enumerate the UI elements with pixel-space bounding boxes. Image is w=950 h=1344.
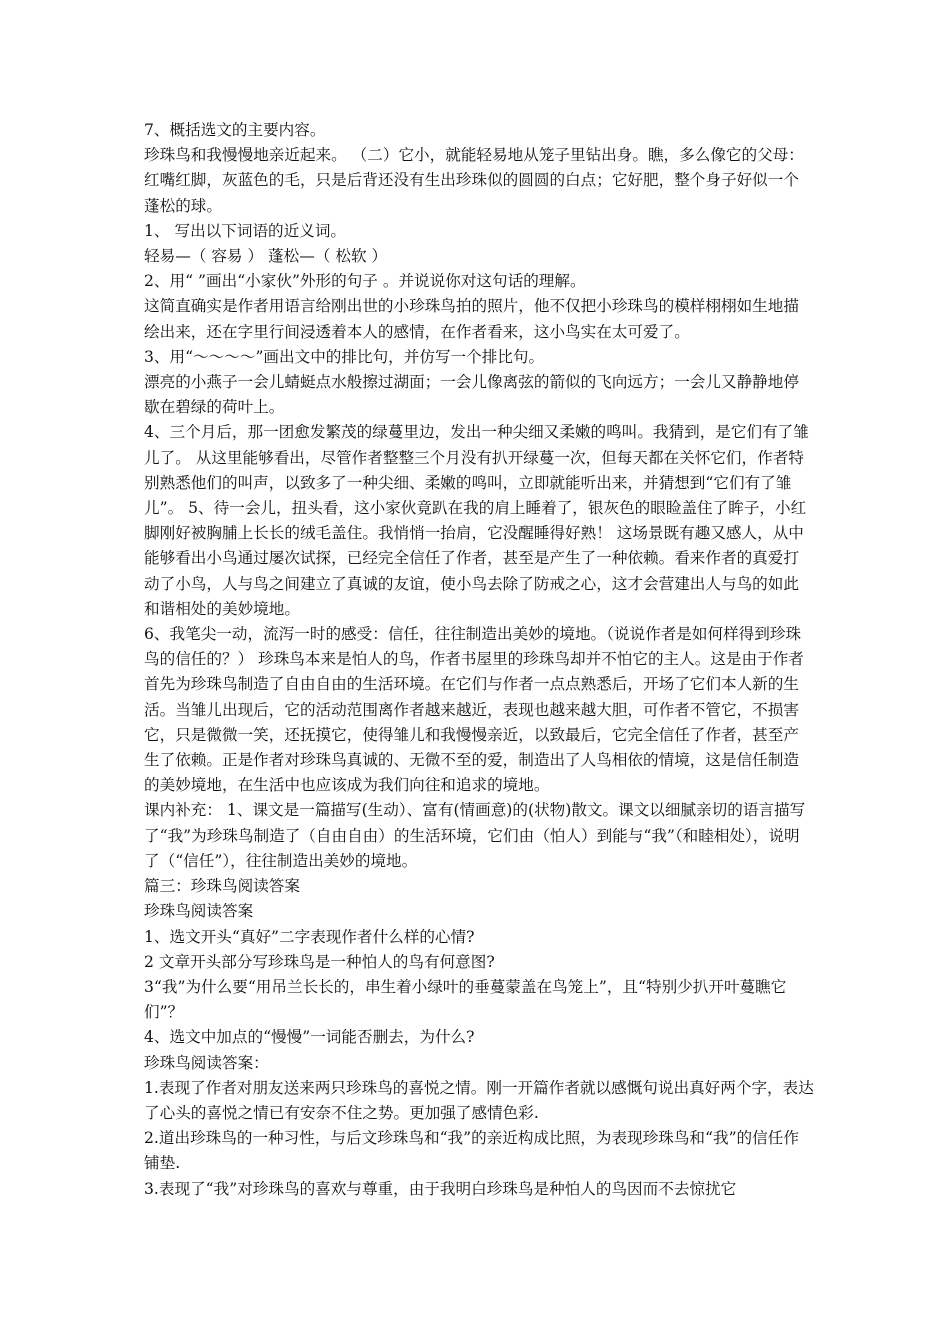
- paragraph: 6、我笔尖一动，流泻一时的感受：信任，往往制造出美妙的境地。（说说作者是如何样得到珍珠鸟的信任的？） 珍珠鸟本来是怕人的鸟，作者书屋里的珍珠鸟却并不怕它的主人。这是由于作者首先为珍珠鸟制造了自由自由的生活环境。在它们与作者一点点熟悉后，开场了它们本人新的生活。当雏儿出现后，它的活动范围离作者越来越近，表现也越来越大胆，可作者不管它，不损害它，只是微微一笑，还抚摸它，使得雏儿和我慢慢亲近，以致最后，它完全信任了作者，甚至产生了依赖。正是作者对珍珠鸟真诚的、无微不至的爱，制造出了人鸟相依的情境，这是信任制造的美妙境地，在生活中也应该成为我们向往和追求的境地。: [144, 625, 804, 795]
- paragraph: 珍珠鸟阅读答案: [144, 902, 254, 921]
- paragraph: 3.表现了“我”对珍珠鸟的喜欢与尊重，由于我明白珍珠鸟是种怕人的鸟因而不去惊扰它: [144, 1179, 737, 1198]
- paragraph: 1.表现了作者对朋友送来两只珍珠鸟的喜悦之情。刚一开篇作者就以感慨句说出真好两个字，表达了心头的喜悦之情已有安奈不住之势。更加强了感情色彩.: [144, 1078, 814, 1122]
- paragraph: 7、概括选文的主要内容。: [144, 121, 326, 139]
- section-heading: 篇三：珍珠鸟阅读答案: [144, 877, 300, 896]
- document-page: [144, 118, 814, 1202]
- paragraph: 这简直确实是作者用语言给刚出世的小珍珠鸟拍的照片，他不仅把小珍珠鸟的模样栩栩如生地描绘出来，还在字里行间浸透着本人的感情，在作者看来，这小鸟实在太可爱了。: [144, 297, 799, 341]
- paragraph: 1、选文开头“真好”二字表现作者什么样的心情?: [144, 927, 475, 946]
- paragraph: 4、选文中加点的“慢慢”一词能否删去，为什么?: [144, 1028, 475, 1047]
- paragraph: 轻易—（ 容易 ） 蓬松—（ 松软 ）: [144, 247, 388, 266]
- paragraph: 珍珠鸟阅读答案：: [144, 1053, 269, 1072]
- paragraph: 1、 写出以下词语的近义词。: [144, 221, 347, 240]
- paragraph: 漂亮的小燕子一会儿蜻蜓点水般擦过湖面；一会儿像离弦的箭似的飞向远方；一会儿又静静地停歇在碧绿的荷叶上。: [144, 373, 799, 417]
- paragraph: 3“我”为什么要“用吊兰长长的，串生着小绿叶的垂蔓蒙盖在鸟笼上”，且“特别少扒开叶蔓瞧它们”？: [144, 977, 787, 1022]
- paragraph: 2.道出珍珠鸟的一种习性，与后文珍珠鸟和“我”的亲近构成比照，为表现珍珠鸟和“我”的信任作铺垫.: [144, 1129, 799, 1173]
- paragraph: 2 文章开头部分写珍珠鸟是一种怕人的鸟有何意图?: [144, 952, 495, 971]
- paragraph: 珍珠鸟和我慢慢地亲近起来。 （二）它小，就能轻易地从笼子里钻出身。瞧，多么像它的父母：红嘴红脚，灰蓝色的毛，只是后背还没有生出珍珠似的圆圆的白点；它好肥，整个身子好似一个蓬松的球。: [144, 146, 804, 215]
- paragraph: 4、三个月后，那一团愈发繁茂的绿蔓里边，发出一种尖细又柔嫩的鸣叫。我猜到，是它们有了雏儿了。 从这里能够看出，尽管作者整整三个月没有扒开绿蔓一次，但每天都在关怀它们，作者特别熟悉他们的叫声，以致多了一种尖细、柔嫩的鸣叫，立即就能听出来，并猜想到“它们有了雏儿”。 5、待一会儿，扭头看，这小家伙竟趴在我的肩上睡着了，银灰色的眼睑盖住了眸子，小红脚刚好被胸脯上长长的绒毛盖住。我悄悄一抬肩，它没醒睡得好熟！ 这场景既有趣又感人，从中能够看出小鸟通过屡次试探，已经完全信任了作者，甚至是产生了一种依赖。看来作者的真爱打动了小鸟，人与鸟之间建立了真诚的友谊，使小鸟去除了防戒之心，这才会营建出人与鸟的如此和谐相处的美妙境地。: [144, 423, 809, 618]
- paragraph: 2、用“ ”画出“小家伙”外形的句子 。并说说你对这句话的理解。: [144, 272, 586, 291]
- paragraph: 课内补充： 1、课文是一篇描写(生动）、富有(情画意)的(状物)散文。课文以细腻亲切的语言描写了“我”为珍珠鸟制造了（自由自由）的生活环境，它们由（怕人）到能与“我”（和睦相处），说明了（“信任”），往往制造出美妙的境地。: [144, 801, 806, 870]
- paragraph: 3、用“～～～～”画出文中的排比句，并仿写一个排比句。: [144, 347, 545, 366]
